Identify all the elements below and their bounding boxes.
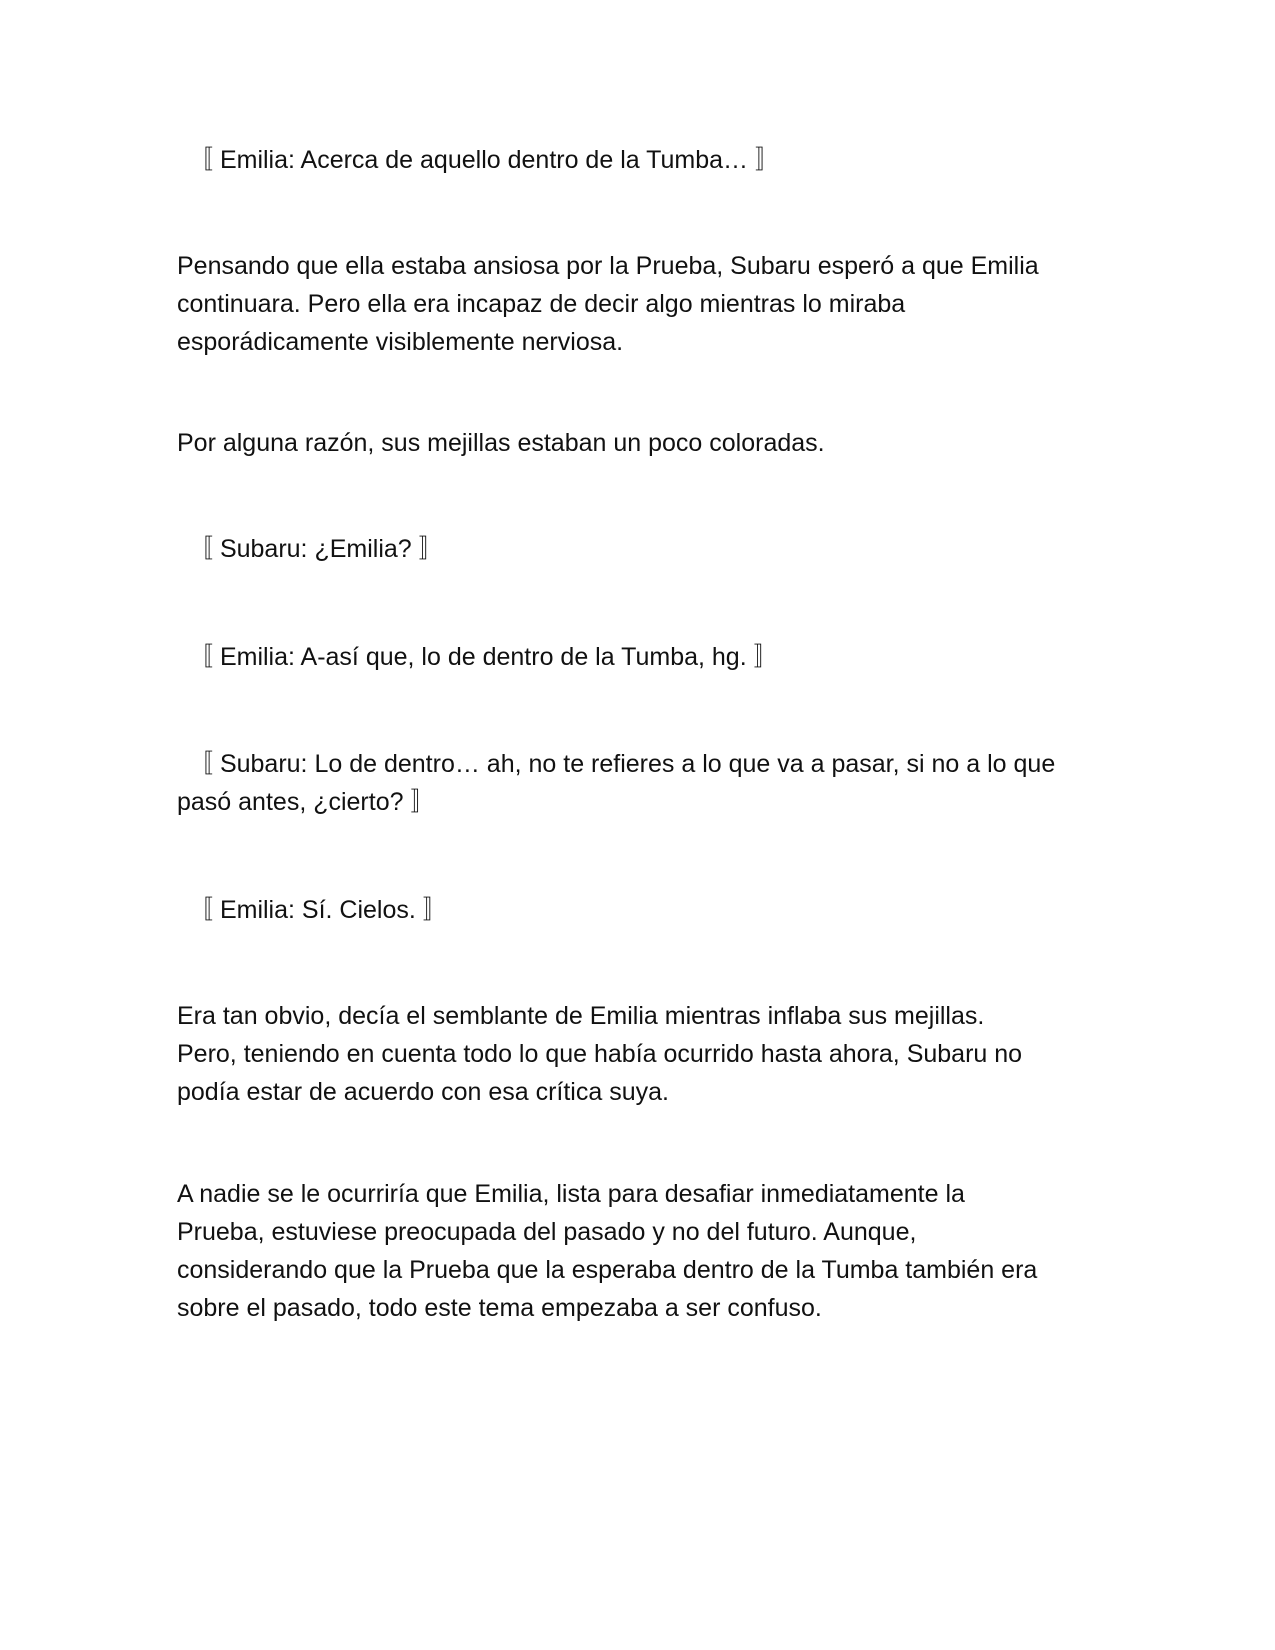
text-line: Prueba, estuviese preocupada del pasado y no del futuro. Aunque,: [177, 1218, 917, 1246]
narration-paragraph-mejillas: [177, 424, 1117, 462]
dialogue-subaru-emilia: [188, 530, 1128, 568]
text-line: Por alguna razón, sus mejillas estaban un poco coloradas.: [177, 429, 825, 457]
dialogue-emilia-tumba: [188, 141, 1128, 179]
dialogue-subaru-lo-de-dentro: [177, 745, 1117, 821]
text-line: 〚 Subaru: Lo de dentro… ah, no te refieres a lo que va a pasar, si no a lo que: [188, 750, 1056, 778]
text-line: 〚 Emilia: Acerca de aquello dentro de la Tumba… 〛: [188, 146, 780, 174]
text-line: Era tan obvio, decía el semblante de Emilia mientras inflaba sus mejillas.: [177, 1002, 985, 1030]
dialogue-emilia-cielos: [188, 891, 1128, 929]
text-line: A nadie se le ocurriría que Emilia, lista para desafiar inmediatamente la: [177, 1180, 965, 1208]
text-line: 〚 Subaru: ¿Emilia? 〛: [188, 535, 444, 563]
text-line: continuara. Pero ella era incapaz de decir algo mientras lo miraba: [177, 290, 906, 318]
text-line: sobre el pasado, todo este tema empezaba a ser confuso.: [177, 1294, 822, 1322]
narration-paragraph-prueba: [177, 247, 1117, 361]
text-line: considerando que la Prueba que la esperaba dentro de la Tumba también era: [177, 1256, 1038, 1284]
text-line: pasó antes, ¿cierto? 〛: [177, 788, 436, 816]
text-line: Pero, teniendo en cuenta todo lo que había ocurrido hasta ahora, Subaru no: [177, 1040, 1023, 1068]
narration-paragraph-obvio: [177, 997, 1117, 1111]
narration-paragraph-a-nadie: [177, 1175, 1117, 1327]
text-line: 〚 Emilia: Sí. Cielos. 〛: [188, 896, 448, 924]
text-line: podía estar de acuerdo con esa crítica suya.: [177, 1078, 669, 1106]
text-line: 〚 Emilia: A-así que, lo de dentro de la Tumba, hg. 〛: [188, 643, 779, 671]
text-line: Pensando que ella estaba ansiosa por la Prueba, Subaru esperó a que Emilia: [177, 252, 1039, 280]
text-line: esporádicamente visiblemente nerviosa.: [177, 328, 624, 356]
dialogue-emilia-asi-que: [188, 638, 1128, 676]
